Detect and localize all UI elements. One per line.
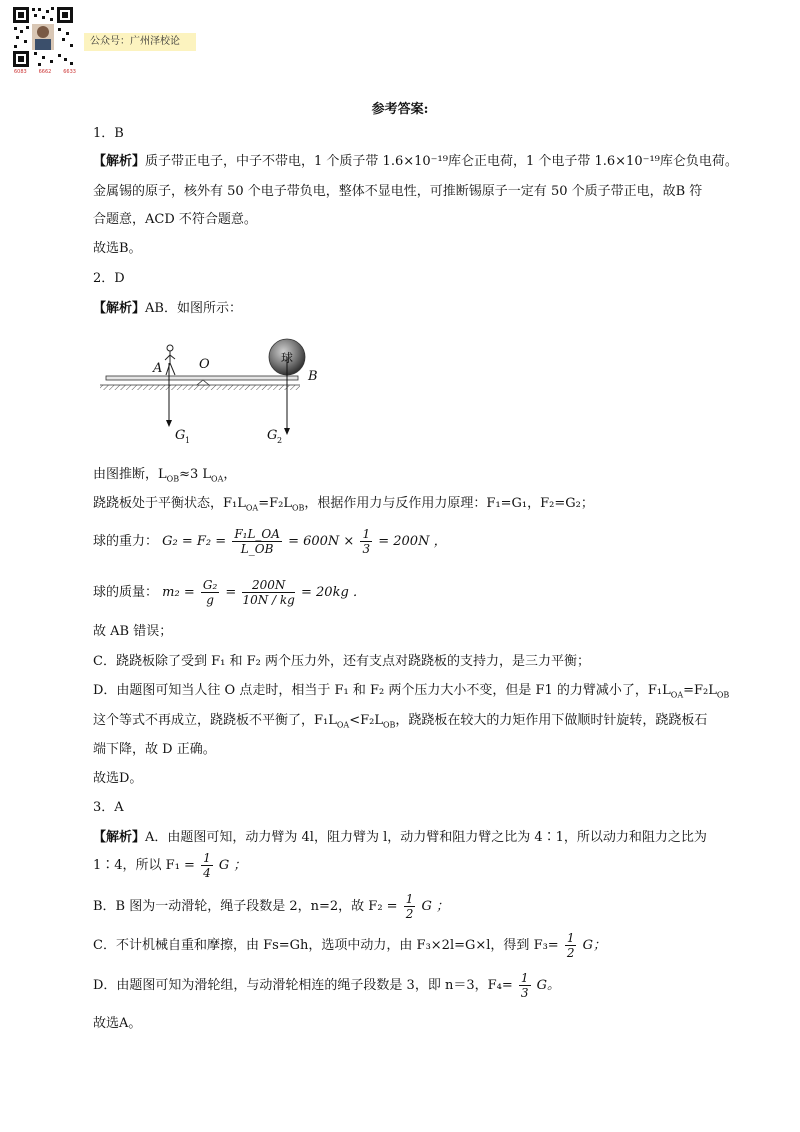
q1-analysis-line3: 合题意，ACD 不符合题意。 (93, 212, 257, 227)
q3-d-num: 1 (520, 971, 529, 985)
q3-b-prefix: B．B 图为一动滑轮，绳子段数是 2，n=2，故 F₂ = (93, 899, 398, 914)
q3-conclusion: 故选A。 (93, 1016, 142, 1031)
q3-c-fraction (565, 931, 577, 960)
infer-sub1: OB (166, 474, 180, 484)
account-badge: 公众号：广州泽校论 (84, 33, 196, 51)
q3-d-suffix: G。 (536, 978, 561, 993)
q3-a-suffix: G ； (218, 858, 247, 873)
label-g2-sub: 2 (277, 436, 283, 445)
q2-balance-line: 跷跷板处于平衡状态，$F_1L_{OA}=F_2L_{OB}$，根据作用力与反作用力原理：F₁=G₁，F₂=G₂； (93, 496, 594, 513)
q3-a-text1: A．由题图可知，动力臂为 4l，阻力臂为 l，动力臂和阻力臂之比为 4∶1，所以动力和阻力之比为 (145, 830, 707, 845)
q2-intro (93, 297, 242, 316)
q3-b-suffix: G ； (421, 899, 450, 914)
ground (100, 385, 300, 390)
q2-mass-line (93, 578, 366, 607)
q3-c-suffix: G； (582, 938, 607, 953)
mass-result: = 20kg ． (301, 585, 366, 600)
q2-intro-text: AB．如图所示： (145, 301, 242, 316)
q3-a-line2 (93, 851, 246, 880)
label-g1-sub: 1 (185, 436, 191, 445)
analysis-label: 【解析】 (93, 830, 146, 845)
analysis-label: 【解析】 (93, 301, 146, 316)
q1-text-1: 质子带正电子，中子不带电，1 个质子带 1.6×10⁻¹⁹库仑正电荷，1 个电子带 1.6×10⁻¹⁹库仑负电荷。 (145, 154, 738, 169)
q3-a-fraction (201, 851, 213, 880)
gravity-fraction (232, 527, 282, 556)
q3-d-prefix: D．由题图可知为滑轮组，与动滑轮相连的绳子段数是 3，即 n＝3，F₄= (93, 978, 513, 993)
seesaw-diagram (96, 335, 326, 445)
q3-b-num: 1 (405, 892, 414, 906)
q2-conclusion: 故选D。 (93, 771, 143, 786)
q2-answer: 2．D (93, 271, 125, 286)
q3-d-line (93, 971, 560, 1000)
q1-analysis-line2: 金属锡的原子，核外有 50 个电子带负电，整体不显电性，可推断锡原子一定有 50 个质子带正电，故B 符 (93, 184, 703, 199)
seesaw-board (106, 376, 298, 380)
q3-c-line (93, 931, 606, 960)
q3-b-den: 2 (405, 907, 414, 921)
qr-caption (14, 69, 76, 75)
third-den: 3 (362, 542, 371, 556)
gravity-prefix: 球的重力： (93, 534, 159, 549)
gravity-lhs: G₂ = F₂ = (162, 534, 227, 549)
qr-code (12, 6, 74, 68)
q3-a-prefix: 1∶4，所以 F₁ = (93, 858, 195, 873)
person-figure (165, 345, 175, 375)
mass-den: g (206, 593, 214, 607)
mass-fraction-2 (242, 578, 294, 607)
fulcrum (197, 380, 209, 385)
q1-conclusion: 故选B。 (93, 241, 142, 256)
q2-option-c: C．跷跷板除了受到 F₁ 和 F₂ 两个压力外，还有支点对跷跷板的支持力，是三力平衡； (93, 654, 590, 669)
q3-b-line (93, 892, 449, 921)
gravity-third-fraction (360, 527, 372, 556)
infer-part2: ≈3 L (179, 467, 212, 482)
label-g1: G (175, 428, 186, 443)
q3-c-prefix: C．不计机械自重和摩擦，由 Fs=Gh，选项中动力，由 F₃×2l=G×l，得到 F₃= (93, 938, 559, 953)
qr-caption-1: 6083 (14, 69, 27, 75)
infer-part3: ， (223, 467, 237, 482)
mass-fraction-1 (201, 578, 219, 607)
analysis-label: 【解析】 (93, 154, 146, 169)
q3-a-num: 1 (203, 851, 211, 865)
mass-lhs: m₂ = (162, 585, 195, 600)
mass-eq: = (225, 585, 237, 600)
third-num: 1 (362, 527, 371, 541)
q2-infer-line (93, 463, 236, 484)
page-title: 参考答案: (371, 102, 429, 117)
mass-num: G₂ (202, 578, 218, 592)
mass-den2: 10N / kg (242, 593, 295, 607)
q2-ab-wrong: 故 AB 错误； (93, 624, 173, 639)
qr-caption-2: 6662 (38, 69, 52, 75)
infer-part1: 由图推断，L (93, 467, 167, 482)
mass-num2: 200N (242, 578, 294, 593)
q3-d-fraction (519, 971, 531, 1000)
q2-option-d-line2: 这个等式不再成立，跷跷板不平衡了，$F_1L_{OA}<F_2L_{OB}$，跷跷板在较大的力矩作用下做顺时针旋转，跷跷板石 (93, 713, 708, 730)
ball-label: 球 (281, 351, 294, 365)
gravity-den: L_OB (240, 542, 274, 556)
q1-answer: 1．B (93, 126, 124, 141)
q3-answer: 3．A (93, 800, 124, 815)
gravity-result: = 200N ， (378, 534, 447, 549)
gravity-mid: = 600N × (288, 534, 355, 549)
label-g2: G (267, 428, 278, 443)
q3-a-line1 (93, 826, 707, 845)
q3-d-den: 3 (520, 986, 529, 1000)
infer-sub2: OA (211, 474, 224, 484)
q3-b-fraction (404, 892, 416, 921)
gravity-num: F₁L_OA (234, 527, 280, 541)
q3-c-den: 2 (566, 946, 575, 960)
label-o: O (199, 357, 210, 372)
label-a: A (153, 361, 163, 376)
qr-caption-3: 6633 (63, 69, 76, 75)
label-b: B (308, 369, 318, 384)
mass-prefix: 球的质量： (93, 585, 159, 600)
q2-gravity-line (93, 527, 447, 556)
q2-option-d-line3: 端下降，故 D 正确。 (93, 742, 216, 757)
q3-c-num: 1 (566, 931, 575, 945)
q1-analysis-line1 (93, 150, 738, 169)
q3-a-den: 4 (203, 866, 211, 880)
q2-option-d-line1: D．由题图可知当人往 O 点走时，相当于 F₁ 和 F₂ 两个压力大小不变，但是 F1 的力臂减小了，$F_1L_{OA}=F_2L_{OB}$ (93, 683, 730, 700)
